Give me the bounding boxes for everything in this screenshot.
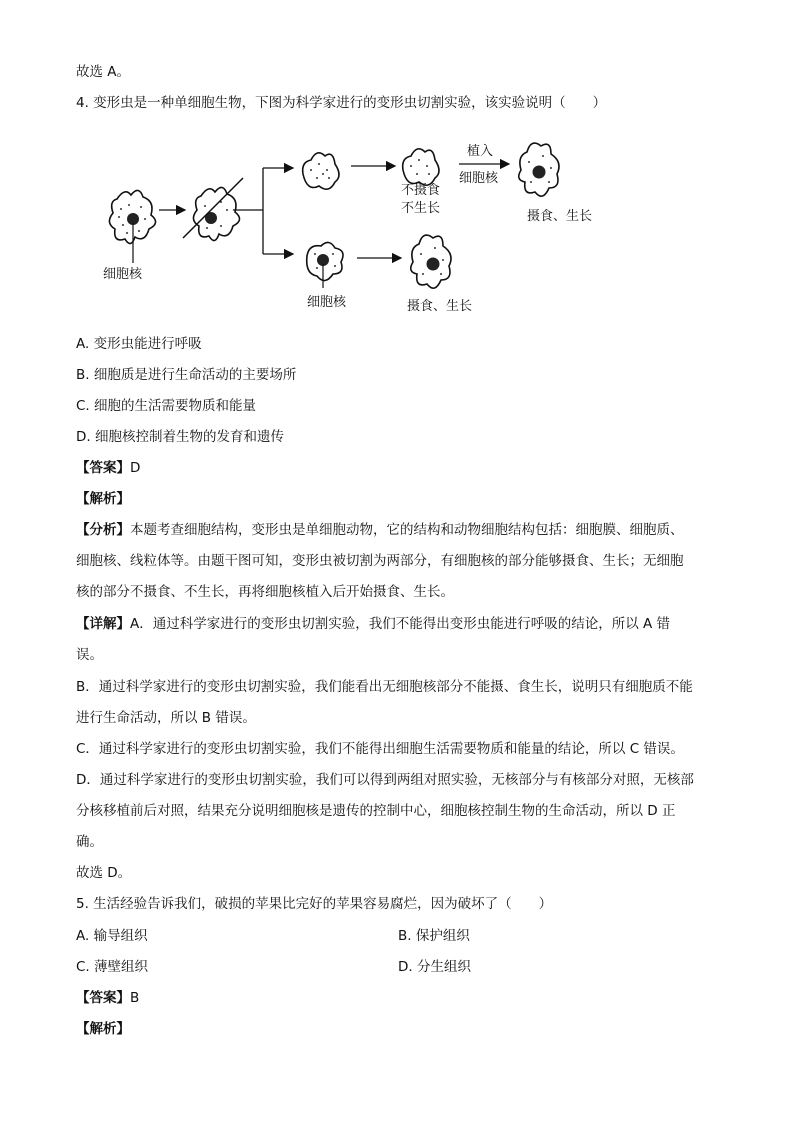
choose-d: 故选 D。 xyxy=(76,865,132,881)
amoeba-fragment-with-nucleus xyxy=(307,242,343,288)
label-eat-grow-top: 摄食、生长 xyxy=(527,209,593,224)
analysis-heading-4: 【解析】 xyxy=(76,491,130,507)
amoeba-cut xyxy=(183,178,243,241)
label-nucleus-left: 细胞核 xyxy=(103,267,143,282)
label-no-eat: 不摄食 xyxy=(401,183,441,198)
answer-value: D xyxy=(130,460,141,476)
option-5b: B. 保护组织 xyxy=(398,928,470,944)
detail-8: 确。 xyxy=(76,834,103,850)
label-implant: 植入 xyxy=(467,144,494,159)
option-4c: C. 细胞的生活需要物质和能量 xyxy=(76,398,257,414)
option-5a: A. 输导组织 xyxy=(76,928,148,944)
question-4-stem: 4. 变形虫是一种单细胞生物，下图为科学家进行的变形虫切割实验，该实验说明（ ） xyxy=(76,95,607,111)
analysis-fenxi-2: 细胞核、线粒体等。由题干图可知，变形虫被切割为两部分，有细胞核的部分能够摄食、生长；无细胞 xyxy=(76,553,684,569)
analysis-heading-5: 【解析】 xyxy=(76,1021,130,1037)
label-eat-grow-bottom: 摄食、生长 xyxy=(407,299,473,314)
option-4d: D. 细胞核控制着生物的发育和遗传 xyxy=(76,429,284,445)
option-5c: C. 薄壁组织 xyxy=(76,959,149,975)
amoeba-whole xyxy=(109,190,155,263)
line-prev-answer: 故选 A。 xyxy=(76,64,131,80)
amoeba-with-implanted-nucleus xyxy=(519,143,559,196)
option-5d: D. 分生组织 xyxy=(398,959,471,975)
option-4a: A. 变形虫能进行呼吸 xyxy=(76,336,202,352)
xiangjie-tag: 【详解】 xyxy=(76,616,130,632)
label-nucleus-bottom: 细胞核 xyxy=(307,295,347,310)
amoeba-fragment-unchanged xyxy=(403,149,439,185)
question-5-stem: 5. 生活经验告诉我们，破损的苹果比完好的苹果容易腐烂，因为破坏了（ ） xyxy=(76,896,553,912)
detail-1 xyxy=(76,614,670,634)
detail-4: 进行生命活动，所以 B 错误。 xyxy=(76,710,256,726)
detail-5: C．通过科学家进行的变形虫切割实验，我们不能得出细胞生活需要物质和能量的结论，所以 C 错误。 xyxy=(76,741,684,757)
analysis-fenxi-3: 核的部分不摄食、不生长，再将细胞核植入后开始摄食、生长。 xyxy=(76,584,454,600)
answer-4 xyxy=(76,458,140,478)
label-no-grow: 不生长 xyxy=(401,201,441,216)
answer-tag: 【答案】 xyxy=(76,460,130,476)
detail-3: B．通过科学家进行的变形虫切割实验，我们能看出无细胞核部分不能摄、食生长，说明只有细胞质不能 xyxy=(76,679,693,695)
analysis-fenxi-1 xyxy=(76,520,684,540)
label-implant-nucleus: 细胞核 xyxy=(459,171,499,186)
answer-5 xyxy=(76,988,139,1008)
xiangjie-text: A．通过科学家进行的变形虫切割实验，我们不能得出变形虫能进行呼吸的结论，所以 A 错 xyxy=(130,616,671,632)
fenxi-tag: 【分析】 xyxy=(76,522,130,538)
amoeba-fragment-no-nucleus xyxy=(303,153,339,189)
amoeba-grown xyxy=(411,235,451,288)
detail-7: 分核移植前后对照，结果充分说明细胞核是遗传的控制中心，细胞核控制生物的生命活动，所以 D 正 xyxy=(76,803,676,819)
answer-value: B xyxy=(130,990,140,1006)
detail-6: D．通过科学家进行的变形虫切割实验，我们可以得到两组对照实验，无核部分与有核部分对照，无核部 xyxy=(76,772,694,788)
amoeba-cutting-diagram xyxy=(95,128,635,320)
answer-tag: 【答案】 xyxy=(76,990,130,1006)
option-4b: B. 细胞质是进行生命活动的主要场所 xyxy=(76,367,297,383)
fenxi-text: 本题考查细胞结构，变形虫是单细胞动物，它的结构和动物细胞结构包括：细胞膜、细胞质、 xyxy=(130,522,684,538)
detail-2: 误。 xyxy=(76,647,103,663)
